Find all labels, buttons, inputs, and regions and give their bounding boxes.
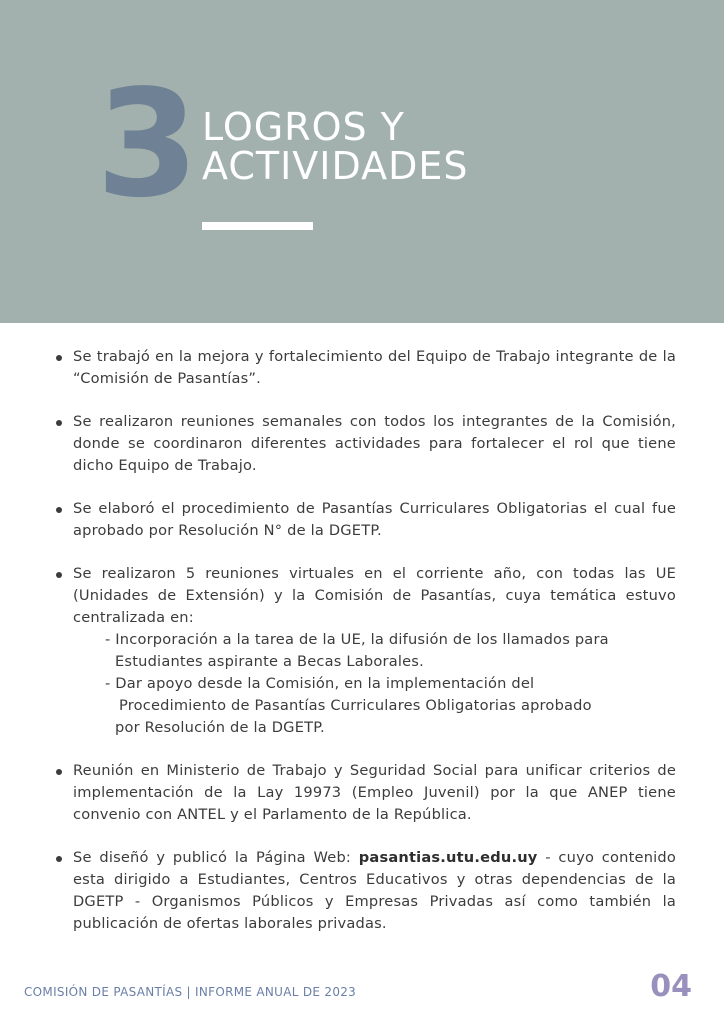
list-item	[53, 346, 676, 390]
list-item	[53, 498, 676, 542]
footer-text: COMISIÓN DE PASANTÍAS | INFORME ANUAL DE 2023	[24, 985, 357, 999]
website-link[interactable]: pasantias.utu.edu.uy	[358, 849, 538, 866]
bullet-icon	[56, 355, 62, 361]
achievements-list	[53, 346, 676, 935]
list-item-text: Se realizaron 5 reuniones virtuales en el corriente año, con todas las UE (Unidades de Extensión) y la Comisión de Pasantías, cuya temática estuvo centralizada en:	[73, 565, 676, 626]
bullet-icon	[56, 856, 62, 862]
sub-list-line: - Dar apoyo desde la Comisión, en la implementación del	[105, 675, 535, 692]
bullet-icon	[56, 572, 62, 578]
section-header	[0, 0, 724, 323]
list-item-text: Se elaboró el procedimiento de Pasantías Curriculares Obligatorias el cual fue aprobado por Resolución N° de la DGETP.	[73, 500, 676, 539]
bullet-icon	[56, 420, 62, 426]
sub-list-line: - Incorporación a la tarea de la UE, la difusión de los llamados para	[105, 631, 609, 648]
list-item-text-after: - cuyo contenido esta dirigido a Estudiantes, Centros Educativos y otras dependencias de la DGETP - Organismos Públicos y Empresas Privadas así como también la publicación de ofertas laborales privadas.	[73, 849, 676, 932]
list-item-text: Se trabajó en la mejora y fortalecimiento del Equipo de Trabajo integrante de la “Comisión de Pasantías”.	[73, 348, 676, 387]
section-title	[202, 105, 469, 188]
list-item	[53, 760, 676, 826]
sub-list	[73, 629, 676, 739]
list-item-text: Se realizaron reuniones semanales con todos los integrantes de la Comisión, donde se coordinaron diferentes actividades para fortalecer el rol que tiene dicho Equipo de Trabajo.	[73, 413, 676, 474]
list-item	[53, 563, 676, 739]
list-item-text-before: Se diseñó y publicó la Página Web:	[73, 849, 359, 866]
sub-list-line: Procedimiento de Pasantías Curriculares Obligatorias aprobado	[119, 697, 592, 714]
bullet-icon	[56, 769, 62, 775]
section-title-line-1: LOGROS Y	[202, 105, 405, 149]
title-underline	[202, 222, 313, 230]
achievements-list-container	[53, 346, 676, 956]
list-item	[53, 411, 676, 477]
list-item	[53, 847, 676, 935]
sub-list-line: por Resolución de la DGETP.	[115, 719, 325, 736]
list-item-text: Reunión en Ministerio de Trabajo y Seguridad Social para unificar criterios de implementación de la Lay 19973 (Empleo Juvenil) por la que ANEP tiene convenio con ANTEL y el Parlamento de la República.	[73, 762, 676, 823]
section-title-line-2: ACTIVIDADES	[202, 144, 469, 188]
page-number: 04	[650, 969, 692, 1004]
sub-list-line: Estudiantes aspirante a Becas Laborales.	[115, 653, 424, 670]
section-number: 3	[96, 58, 197, 230]
bullet-icon	[56, 507, 62, 513]
